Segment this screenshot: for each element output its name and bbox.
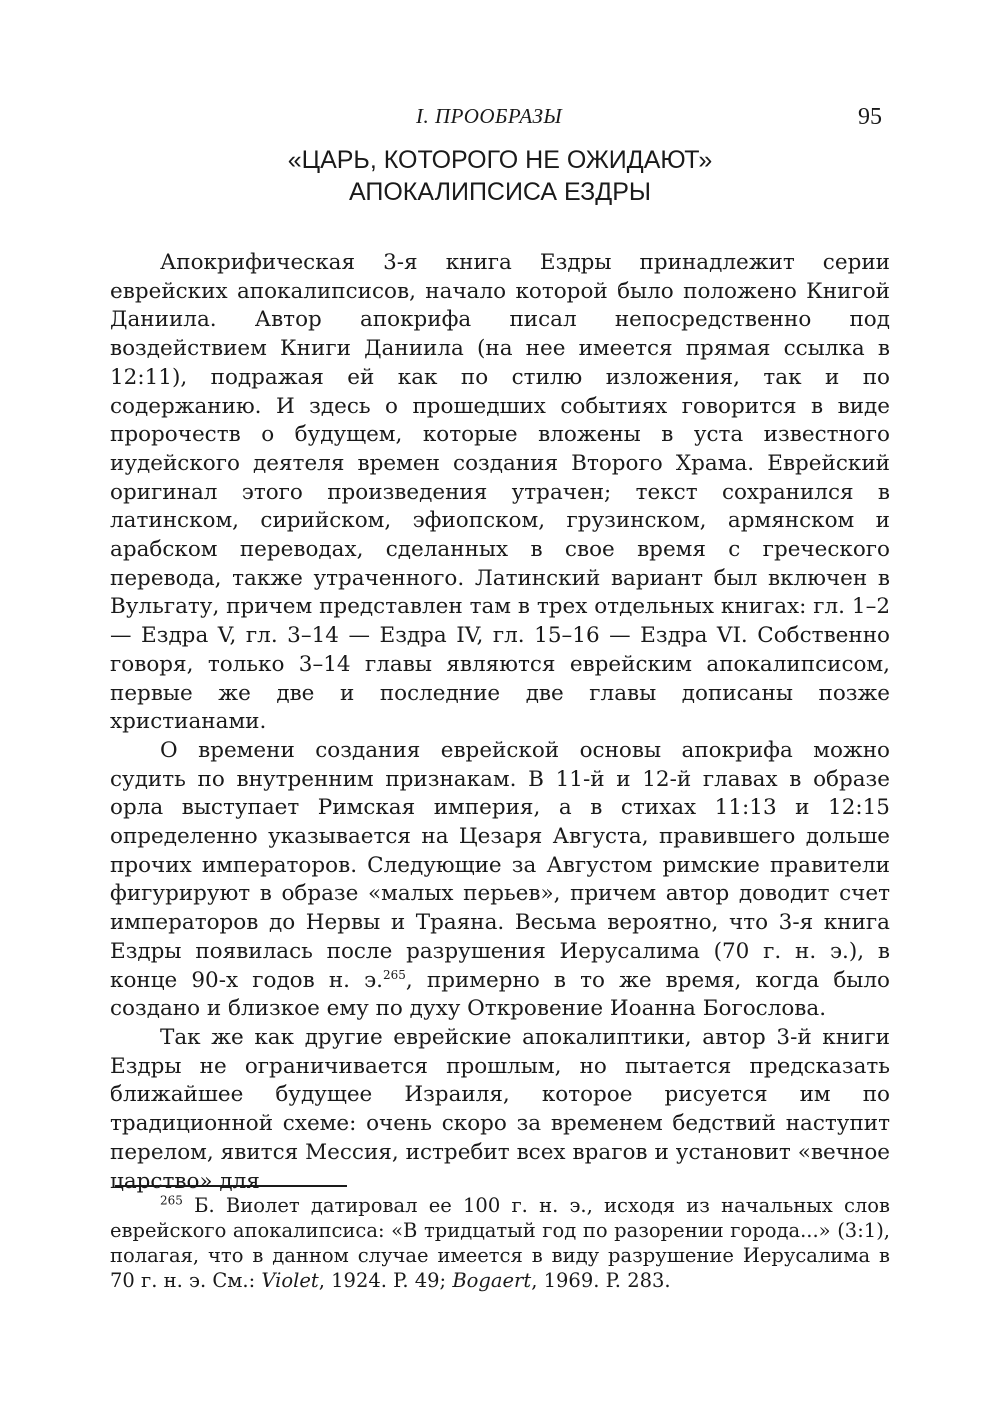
footnote-number: 265	[160, 1193, 183, 1208]
paragraph-2-text-a: О времени создания еврейской основы апокрифа можно судить по внутренним признакам. В 11-й и 12-й главах в образе орла выступает Римская империя, а в стихах 11:13 и 12:15 определенно указывается на Цезаря Августа, правившего дольше прочих императоров. Следующие за Августом римские правители фигурируют в образе «малых перьев», причем автор доводит счет императоров до Нервы и Траяна. Весьма вероятно, что 3-я книга Ездры появилась после разрушения Иерусалима (70 г. н. э.), в конце 90-х годов н. э.	[110, 737, 890, 993]
chapter-title-line-1: «ЦАРЬ, КОТОРОГО НЕ ОЖИДАЮТ»	[287, 146, 713, 174]
footnote-ref-bogaert: Bogaert	[452, 1269, 532, 1292]
chapter-title	[110, 144, 890, 208]
running-head: I. ПРООБРАЗЫ	[416, 104, 563, 128]
footnote-divider	[115, 1185, 347, 1187]
paragraph-3: Так же как другие еврейские апокалиптики, автор 3-й книги Ездры не ограничивается прошлым, но пытается предсказать ближайшее будущее Израиля, которое рисуется им по традиционной схеме: очень скоро за временем бедствий наступит перелом, явится Мессия, истребит всех врагов и установит «вечное царство» для	[110, 1024, 890, 1194]
paragraph-1: Апокрифическая 3-я книга Ездры принадлежит серии еврейских апокалипсисов, начало которой было положено Книгой Даниила. Автор апокрифа писал непосредственно под воздействием Книги Даниила (на нее имеется прямая ссылка в 12:11), подражая ей как по стилю изложения, так и по содержанию. И здесь о прошедших событиях говорится в виде пророчеств о будущем, которые вложены в уста известного иудейского деятеля времен создания Второго Храма. Еврейский оригинал этого произведения утрачен; текст сохранился в латинском, сирийском, эфиопском, грузинском, армянском и арабском переводах, сделанных в свое время с греческого перевода, также утраченного. Латинский вариант был включен в Вульгату, причем представлен там в трех отдельных книгах: гл. 1–2 — Ездра V, гл. 3–14 — Ездра IV, гл. 15–16 — Ездра VI. Собственно говоря, только 3–14 главы являются еврейским апокалипсисом, первые же две и последние две главы дописаны позже христианами.	[110, 250, 890, 735]
footnote-ref-violet: Violet	[261, 1269, 319, 1292]
footnote-text-c: , 1969. P. 283.	[531, 1269, 671, 1292]
footnote-text-a: Б. Виолет датировал ее 100 г. н. э., исходя из начальных слов еврейского апокалипсиса: «В тридцатый год по разорении города...» (3:1), полагая, что в данном случае имеется в виду разрушение Иерусалима в 70 г. н. э. См.:	[110, 1194, 890, 1292]
footnote-reference[interactable]: 265	[383, 967, 406, 982]
page-number: 95	[858, 104, 882, 130]
footnote-text-b: , 1924. P. 49;	[318, 1269, 453, 1292]
chapter-title-line-2: АПОКАЛИПСИСА ЕЗДРЫ	[348, 178, 652, 206]
paragraph-2	[110, 737, 890, 1024]
footnote	[110, 1193, 890, 1293]
body-text	[110, 249, 890, 1196]
paragraph-2-text-b: , примерно в то же время, когда было создано и близкое ему по духу Откровение Иоанна Богослова.	[110, 967, 890, 1022]
